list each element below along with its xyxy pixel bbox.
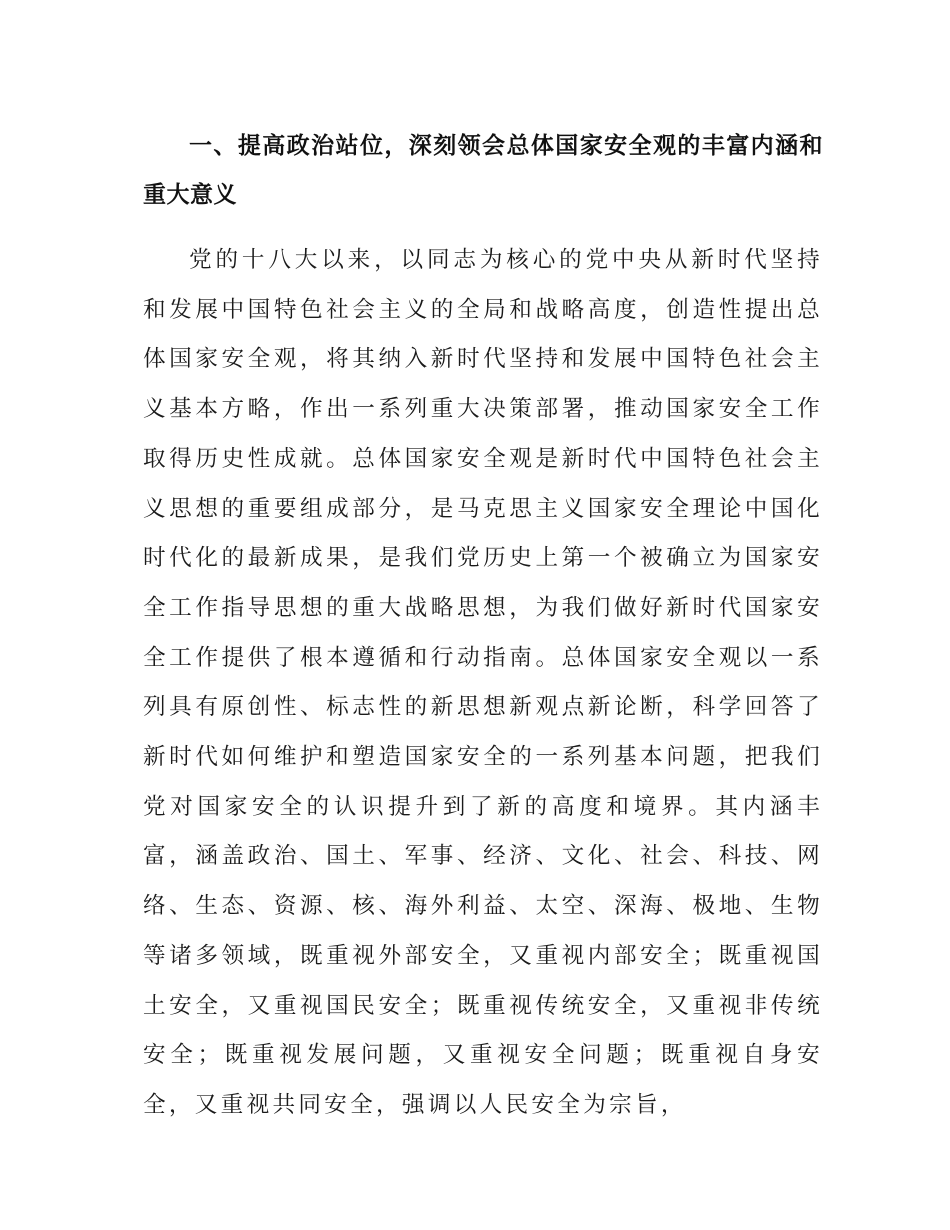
body-paragraph: 党的十八大以来，以同志为核心的党中央从新时代坚持和发展中国特色社会主义的全局和战略高度，创造性提出总体国家安全观，将其纳入新时代坚持和发展中国特色社会主义基本方略，作出一系列重大决策部署，推动国家安全工作取得历史性成就。总体国家安全观是新时代中国特色社会主义思想的重要组成部分，是马克思主义国家安全理论中国化时代化的最新成果，是我们党历史上第一个被确立为国家安全工作指导思想的重大战略思想，为我们做好新时代国家安全工作提供了根本遵循和行动指南。总体国家安全观以一系列具有原创性、标志性的新思想新观点新论断，科学回答了新时代如何维护和塑造国家安全的一系列基本问题，把我们党对国家安全的认识提升到了新的高度和境界。其内涵丰富，涵盖政治、国土、军事、经济、文化、社会、科技、网络、生态、资源、核、海外利益、太空、深海、极地、生物等诸多领域，既重视外部安全，又重视内部安全；既重视国土安全，又重视国民安全；既重视传统安全，又重视非传统安全；既重视发展问题，又重视安全问题；既重视自身安全，又重视共同安全，强调以人民安全为宗旨，: [143, 247, 823, 1118]
section-heading: 一、提高政治站位，深刻领会总体国家安全观的丰富内涵和重大意义: [143, 133, 823, 208]
